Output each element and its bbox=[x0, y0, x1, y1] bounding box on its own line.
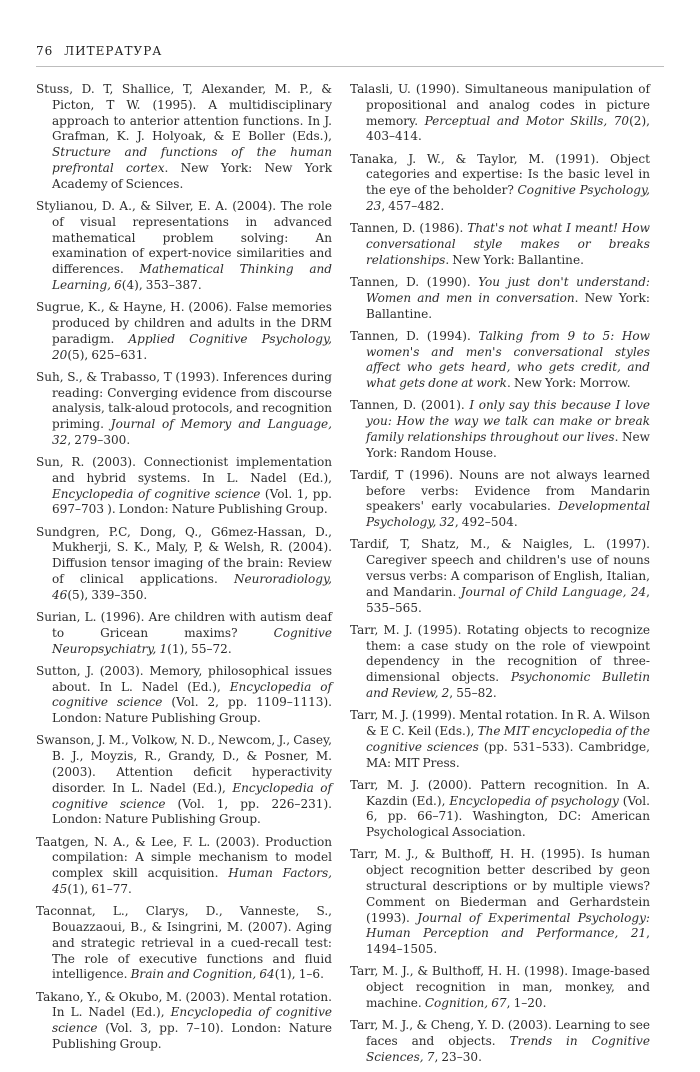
reference-tail: (2), 403–414. bbox=[366, 113, 650, 144]
reference-text: Talasli, U. (1990). Simultaneous manipulation of propositional and analog codes in picture memory. bbox=[350, 82, 650, 128]
reference-title: Human Factors, 45 bbox=[52, 866, 332, 896]
reference-entry bbox=[350, 468, 650, 531]
reference-title: Journal of Memory and Language, 32 bbox=[52, 417, 333, 447]
reference-title: Talking from 9 to 5: How women's and men's conversational styles affect who gets heard, who gets credit, and what gets done at work bbox=[366, 328, 650, 391]
reference-title: Perceptual and Motor Skills, 70 bbox=[424, 113, 630, 128]
reference-text: Sundgren, P.C, Dong, Q., G6mez-Hassan, D., Mukherji, S. K., Maly, P, & Welsh, R. (2004). Diffusion tensor imaging of the brain: Review of clinical applications. bbox=[36, 524, 332, 587]
reference-text: Taatgen, N. A., & Lee, F. L. (2003). Production compilation: A simple mechanism to model complex skill acquisition. bbox=[36, 834, 332, 881]
reference-tail: (Vol. 3, pp. 7–10). London: Nature Publishing Group. bbox=[52, 1021, 332, 1051]
reference-entry bbox=[350, 82, 650, 145]
reference-entry bbox=[36, 82, 332, 193]
reference-tail: (5), 625–631. bbox=[67, 347, 148, 362]
reference-text: Tarr, M. J. (1995). Rotating objects to recognize them: a case study on the role of viewpoint dependency in the recognition of three-dimensional objects. bbox=[350, 622, 650, 685]
reference-text: Tannen, D. (1986). bbox=[350, 221, 468, 236]
reference-title: Applied Cognitive Psychology, 20 bbox=[52, 331, 332, 362]
reference-text: Takano, Y., & Okubo, M. (2003). Mental rotation. In L. Nadel (Ed.), bbox=[36, 989, 332, 1020]
reference-title: Mathematical Thinking and Learning, 6 bbox=[52, 262, 332, 292]
reference-tail: . New York: New York Academy of Sciences. bbox=[52, 160, 332, 191]
reference-text: Surian, L. (1996). Are children with autism deaf to Gricean maxims? bbox=[36, 610, 332, 640]
reference-entry bbox=[350, 275, 650, 322]
reference-text: Swanson, J. M., Volkow, N. D., Newcom, J., Casey, B. J., Moyzis, R., Grandy, D., & Posner, M. (2003). Attention deficit hyperactivity disorder. In L. Nadel (Ed.), bbox=[36, 733, 332, 795]
reference-entry bbox=[350, 329, 650, 392]
reference-text: Sutton, J. (2003). Memory, philosophical issues about. In L. Nadel (Ed.), bbox=[36, 663, 332, 694]
reference-title: You just don't understand: Women and men in conversation bbox=[366, 274, 650, 305]
reference-entry bbox=[350, 778, 650, 841]
reference-entry bbox=[350, 708, 650, 771]
reference-title: I only say this because I love you: How the way we talk can make or break family relationships throughout our lives bbox=[366, 398, 650, 444]
reference-text: Tannen, D. (2001). bbox=[350, 398, 470, 413]
reference-tail: , 535–565. bbox=[366, 584, 650, 615]
reference-entry bbox=[36, 300, 332, 363]
reference-tail: (1), 55–72. bbox=[167, 641, 232, 656]
reference-entry bbox=[36, 525, 332, 604]
reference-tail: (1), 1–6. bbox=[274, 967, 324, 982]
reference-entry bbox=[36, 835, 332, 898]
reference-entry bbox=[350, 964, 650, 1011]
reference-title: Encyclopedia of cognitive science bbox=[52, 486, 261, 501]
reference-tail: , 1–20. bbox=[506, 995, 547, 1010]
reference-entry bbox=[36, 455, 332, 518]
references-left-column bbox=[36, 82, 332, 1059]
reference-tail: (4), 353–387. bbox=[121, 277, 202, 292]
reference-tail: (Vol. 2, pp. 1109–1113). London: Nature Publishing Group. bbox=[52, 695, 332, 726]
reference-title: Brain and Cognition, 64 bbox=[130, 967, 275, 982]
reference-entry bbox=[36, 370, 332, 449]
reference-title: Encyclopedia of cognitive science bbox=[52, 780, 332, 811]
reference-tail: , 1494–1505. bbox=[366, 926, 650, 957]
reference-entry bbox=[350, 847, 650, 958]
reference-title: Psychonomic Bulletin and Review, 2 bbox=[366, 670, 650, 701]
reference-title: Cognitive Psychology, 23 bbox=[366, 183, 650, 213]
reference-entry bbox=[350, 623, 650, 702]
reference-title: Cognition, 67 bbox=[424, 995, 507, 1010]
reference-text: Sun, R. (2003). Connectionist implementation and hybrid systems. In L. Nadel (Ed.), bbox=[36, 455, 332, 485]
reference-title: Developmental Psychology, 32 bbox=[366, 499, 650, 530]
section-title: ЛИТЕРАТУРА bbox=[64, 44, 163, 58]
reference-tail: (Vol. 6, pp. 66–71). Washington, DC: American Psychological Association. bbox=[366, 793, 650, 840]
reference-title: Encyclopedia of psychology bbox=[449, 793, 619, 808]
reference-entry bbox=[36, 610, 332, 657]
reference-entry bbox=[36, 664, 332, 727]
reference-text: Tanaka, J. W., & Taylor, M. (1991). Object categories and expertise: Is the basic level in the eye of the beholder? bbox=[350, 151, 650, 198]
reference-text: Tarr, M. J. (1999). Mental rotation. In R. A. Wilson & E C. Keil (Eds.), bbox=[350, 708, 650, 738]
reference-tail: (5), 339–350. bbox=[67, 587, 148, 602]
reference-entry bbox=[350, 152, 650, 215]
reference-text: Tarr, M. J. (2000). Pattern recognition. In A. Kazdin (Ed.), bbox=[350, 777, 650, 808]
header-rule bbox=[36, 66, 664, 67]
reference-text: Tardif, T (1996). Nouns are not always learned before verbs: Evidence from Mandarin speakers' early vocabularies. bbox=[350, 467, 650, 514]
reference-text: Tarr, M. J., & Cheng, Y. D. (2003). Learning to see faces and objects. bbox=[350, 1018, 650, 1048]
reference-tail: (pp. 531–533). Cambridge, MA: MIT Press. bbox=[366, 739, 650, 770]
reference-tail: . New York: Ballantine. bbox=[366, 290, 650, 321]
reference-text: Sugrue, K., & Hayne, H. (2006). False memories produced by children and adults in the DRM paradigm. bbox=[36, 300, 332, 346]
reference-title: Neuroradiology, 46 bbox=[52, 572, 332, 602]
reference-tail: (Vol. 1, pp. 226–231). London: Nature Publishing Group. bbox=[52, 796, 332, 827]
reference-text: Tarr, M. J., & Bulthoff, H. H. (1995). Is human object recognition better described by geon structural descriptions or by multiple views? Comment on Biederman and Gerhardstein (1993). bbox=[350, 847, 650, 925]
reference-title: Cognitive Neuropsychiatry, 1 bbox=[52, 625, 332, 656]
reference-title: Trends in Cognitive Sciences, 7 bbox=[366, 1033, 650, 1064]
reference-title: The MIT encyclopedia of the cognitive sciences bbox=[366, 724, 650, 754]
reference-title: That's not what I meant! How conversational style makes or breaks relationships bbox=[366, 221, 650, 267]
reference-entry bbox=[350, 221, 650, 268]
references-right-column bbox=[350, 82, 650, 1072]
reference-text: Tardif, T, Shatz, M., & Naigles, L. (1997). Caregiver speech and children's use of nouns versus verbs: A comparison of English, Italian, and Mandarin. bbox=[350, 537, 650, 599]
reference-tail: (Vol. 1, pp. 697–703 ). London: Nature Publishing Group. bbox=[52, 486, 332, 517]
reference-title: Encyclopedia of cognitive science bbox=[52, 679, 332, 710]
reference-title: Encyclopedia of cognitive science bbox=[52, 1005, 332, 1036]
reference-entry bbox=[36, 199, 332, 294]
reference-tail: , 55–82. bbox=[449, 686, 497, 701]
reference-tail: , 492–504. bbox=[454, 515, 518, 530]
reference-title: Journal of Child Language, 24 bbox=[460, 584, 647, 599]
reference-tail: . New York: Ballantine. bbox=[445, 252, 584, 267]
reference-entry bbox=[36, 733, 332, 828]
reference-text: Tarr, M. J., & Bulthoff, H. H. (1998). Image-based object recognition in man, monkey, and machine. bbox=[350, 964, 650, 1010]
reference-text: Suh, S., & Trabasso, T (1993). Inferences during reading: Converging evidence from discourse analysis, talk-aloud protocols, and recognition priming. bbox=[36, 369, 332, 432]
reference-tail: . New York: Random House. bbox=[366, 429, 650, 460]
reference-text: Stylianou, D. A., & Silver, E. A. (2004). The role of visual representations in advanced mathematical problem solving: An examination of expert-novice similarities and differences. bbox=[36, 198, 332, 277]
reference-tail: , 23–30. bbox=[434, 1049, 482, 1064]
reference-entry bbox=[350, 537, 650, 616]
reference-tail: , 279–300. bbox=[67, 432, 131, 447]
reference-tail: . New York: Morrow. bbox=[506, 376, 631, 391]
reference-tail: , 457–482. bbox=[381, 198, 445, 213]
reference-title: Journal of Experimental Psychology: Human Perception and Performance, 21 bbox=[366, 910, 650, 941]
reference-entry bbox=[36, 990, 332, 1053]
reference-text: Stuss, D. T, Shallice, T, Alexander, M. P., & Picton, T W. (1995). A multidisciplinary approach to anterior attention functions. In J. Grafman, K. J. Holyoak, & E Boller (Eds.), bbox=[36, 82, 332, 144]
reference-text: Tannen, D. (1994). bbox=[350, 328, 479, 343]
reference-text: Tannen, D. (1990). bbox=[350, 274, 479, 289]
page-number: 76 bbox=[36, 44, 54, 58]
reference-title: Structure and functions of the human prefrontal cortex bbox=[52, 145, 332, 175]
reference-tail: (1), 61–77. bbox=[67, 881, 132, 896]
running-head bbox=[36, 44, 162, 58]
reference-entry bbox=[350, 398, 650, 461]
reference-entry bbox=[350, 1018, 650, 1065]
reference-text: Taconnat, L., Clarys, D., Vanneste, S., Bouazzaoui, B., & Isingrini, M. (2007). Aging and strategic retrieval in a cued-recall test: The role of executive functions and fluid intelligence. bbox=[36, 904, 332, 982]
